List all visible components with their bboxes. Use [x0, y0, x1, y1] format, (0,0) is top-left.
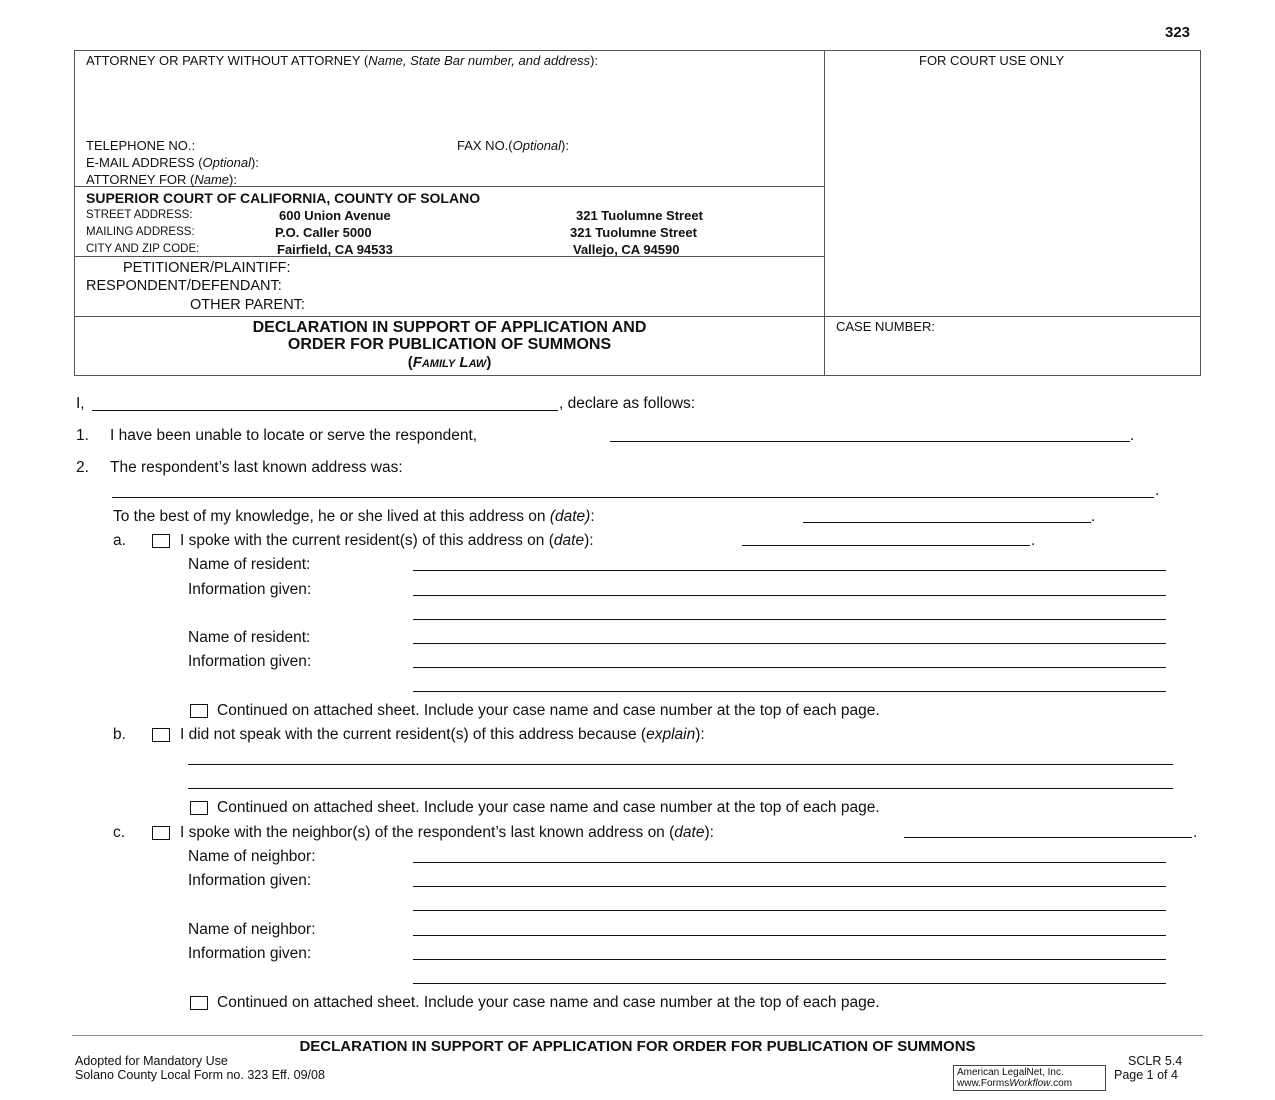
continued-text-b: Continued on attached sheet. Include your case name and case number at the top of each page.	[217, 799, 880, 816]
last-known-address-field[interactable]	[112, 497, 1154, 498]
item1-number: 1.	[76, 427, 89, 444]
court-name: SUPERIOR COURT OF CALIFORNIA, COUNTY OF SOLANO	[86, 190, 481, 206]
mailing-label: MAILING ADDRESS:	[86, 226, 195, 238]
neighbor-info-label-2: Information given:	[188, 945, 312, 962]
neighbor-name-field-2[interactable]	[413, 935, 1166, 936]
item-a-period: .	[1031, 532, 1036, 549]
item-c-checkbox[interactable]	[152, 826, 170, 840]
item-a-checkbox[interactable]	[152, 534, 170, 548]
petitioner-label: PETITIONER/PLAINTIFF:	[123, 260, 291, 276]
declarant-suffix: , declare as follows:	[559, 395, 696, 412]
attorney-label: ATTORNEY OR PARTY WITHOUT ATTORNEY (Name, State Bar number, and address):	[86, 53, 599, 68]
declarant-prefix: I,	[76, 395, 85, 412]
item-c-text: I spoke with the neighbor(s) of the respondent’s last known address on (date):	[180, 824, 714, 841]
city-zip-label: CITY AND ZIP CODE:	[86, 243, 200, 255]
resident-name-field-2[interactable]	[413, 643, 1166, 644]
divider-title	[74, 316, 1201, 317]
continued-checkbox-b[interactable]	[190, 801, 208, 815]
item-a-letter: a.	[113, 532, 126, 549]
case-number-label: CASE NUMBER:	[836, 319, 935, 334]
neighbor-info-field-2a[interactable]	[413, 959, 1166, 960]
divider-parties	[74, 256, 825, 257]
vendor-stamp	[953, 1065, 1106, 1091]
item-a-date-field[interactable]	[742, 545, 1030, 546]
form-title-line3: (Family Law)	[407, 354, 492, 371]
form-number-top: 323	[1165, 24, 1191, 41]
info-given-field-1b[interactable]	[413, 619, 1166, 620]
mailing-address-1: P.O. Caller 5000	[275, 225, 372, 240]
item2-end: .	[1155, 482, 1160, 499]
neighbor-info-field-2b[interactable]	[413, 983, 1166, 984]
continued-checkbox-c[interactable]	[190, 996, 208, 1010]
item2-text: The respondent’s last known address was:	[110, 459, 403, 476]
respondent-name-field[interactable]	[610, 441, 1130, 442]
info-given-label-2: Information given:	[188, 653, 312, 670]
court-use-label: FOR COURT USE ONLY	[919, 53, 1065, 68]
info-given-field-1a[interactable]	[413, 595, 1166, 596]
footer-title: DECLARATION IN SUPPORT OF APPLICATION FOR ORDER FOR PUBLICATION OF SUMMONS	[299, 1038, 976, 1055]
continued-text-c: Continued on attached sheet. Include your case name and case number at the top of each page.	[217, 994, 880, 1011]
respondent-label: RESPONDENT/DEFENDANT:	[86, 278, 282, 294]
city-zip-2: Vallejo, CA 94590	[573, 242, 680, 257]
item-b-text: I did not speak with the current resident(s) of this address because (explain):	[180, 726, 705, 743]
item1-end: .	[1130, 427, 1135, 444]
item-c-letter: c.	[113, 824, 126, 841]
item-b-explain-field-2[interactable]	[188, 788, 1173, 789]
lived-text: To the best of my knowledge, he or she lived at this address on (date):	[113, 508, 595, 525]
form-title-line1: DECLARATION IN SUPPORT OF APPLICATION AND	[252, 319, 647, 336]
attorney-for-label: ATTORNEY FOR (Name):	[86, 172, 237, 187]
neighbor-name-label-2: Name of neighbor:	[188, 921, 316, 938]
street-address-1: 600 Union Avenue	[279, 208, 391, 223]
mailing-address-2: 321 Tuolumne Street	[570, 225, 697, 240]
item-a-text: I spoke with the current resident(s) of this address on (date):	[180, 532, 594, 549]
info-given-field-2a[interactable]	[413, 667, 1166, 668]
neighbor-name-label-1: Name of neighbor:	[188, 848, 316, 865]
info-given-label-1: Information given:	[188, 581, 312, 598]
footer-adopted: Adopted for Mandatory Use	[75, 1054, 228, 1068]
fax-label: FAX NO.(Optional):	[457, 138, 569, 153]
resident-name-label-1: Name of resident:	[188, 556, 311, 573]
form-title-line2: ORDER FOR PUBLICATION OF SUMMONS	[287, 336, 612, 353]
item-b-letter: b.	[113, 726, 126, 743]
footer-page: Page 1 of 4	[1114, 1068, 1178, 1082]
neighbor-name-field-1[interactable]	[413, 862, 1166, 863]
continued-checkbox-a[interactable]	[190, 704, 208, 718]
footer-local-form: Solano County Local Form no. 323 Eff. 09/08	[75, 1068, 325, 1082]
vendor-line1: American LegalNet, Inc.	[957, 1067, 1064, 1078]
declarant-name-field[interactable]	[92, 410, 558, 411]
item1-text: I have been unable to locate or serve the respondent,	[110, 427, 478, 444]
footer-rule	[72, 1035, 1203, 1036]
neighbor-info-field-1a[interactable]	[413, 886, 1166, 887]
neighbor-info-label-1: Information given:	[188, 872, 312, 889]
lived-date-field[interactable]	[803, 522, 1091, 523]
street-address-2: 321 Tuolumne Street	[576, 208, 703, 223]
resident-name-field-1[interactable]	[413, 570, 1166, 571]
item2-number: 2.	[76, 459, 89, 476]
telephone-label: TELEPHONE NO.:	[86, 138, 196, 153]
item-c-period: .	[1193, 824, 1198, 841]
item-b-explain-field-1[interactable]	[188, 764, 1173, 765]
item-b-checkbox[interactable]	[152, 728, 170, 742]
email-label: E-MAIL ADDRESS (Optional):	[86, 155, 259, 170]
street-label: STREET ADDRESS:	[86, 209, 193, 221]
footer-form-code: SCLR 5.4	[1128, 1054, 1183, 1068]
vendor-line2: www.FormsWorkflow.com	[957, 1078, 1073, 1089]
resident-name-label-2: Name of resident:	[188, 629, 311, 646]
neighbor-info-field-1b[interactable]	[413, 910, 1166, 911]
continued-text-a: Continued on attached sheet. Include your case name and case number at the top of each page.	[217, 702, 880, 719]
lived-end: .	[1091, 508, 1096, 525]
info-given-field-2b[interactable]	[413, 691, 1166, 692]
item-c-date-field[interactable]	[904, 837, 1192, 838]
other-parent-label: OTHER PARENT:	[190, 297, 305, 313]
city-zip-1: Fairfield, CA 94533	[277, 242, 393, 257]
